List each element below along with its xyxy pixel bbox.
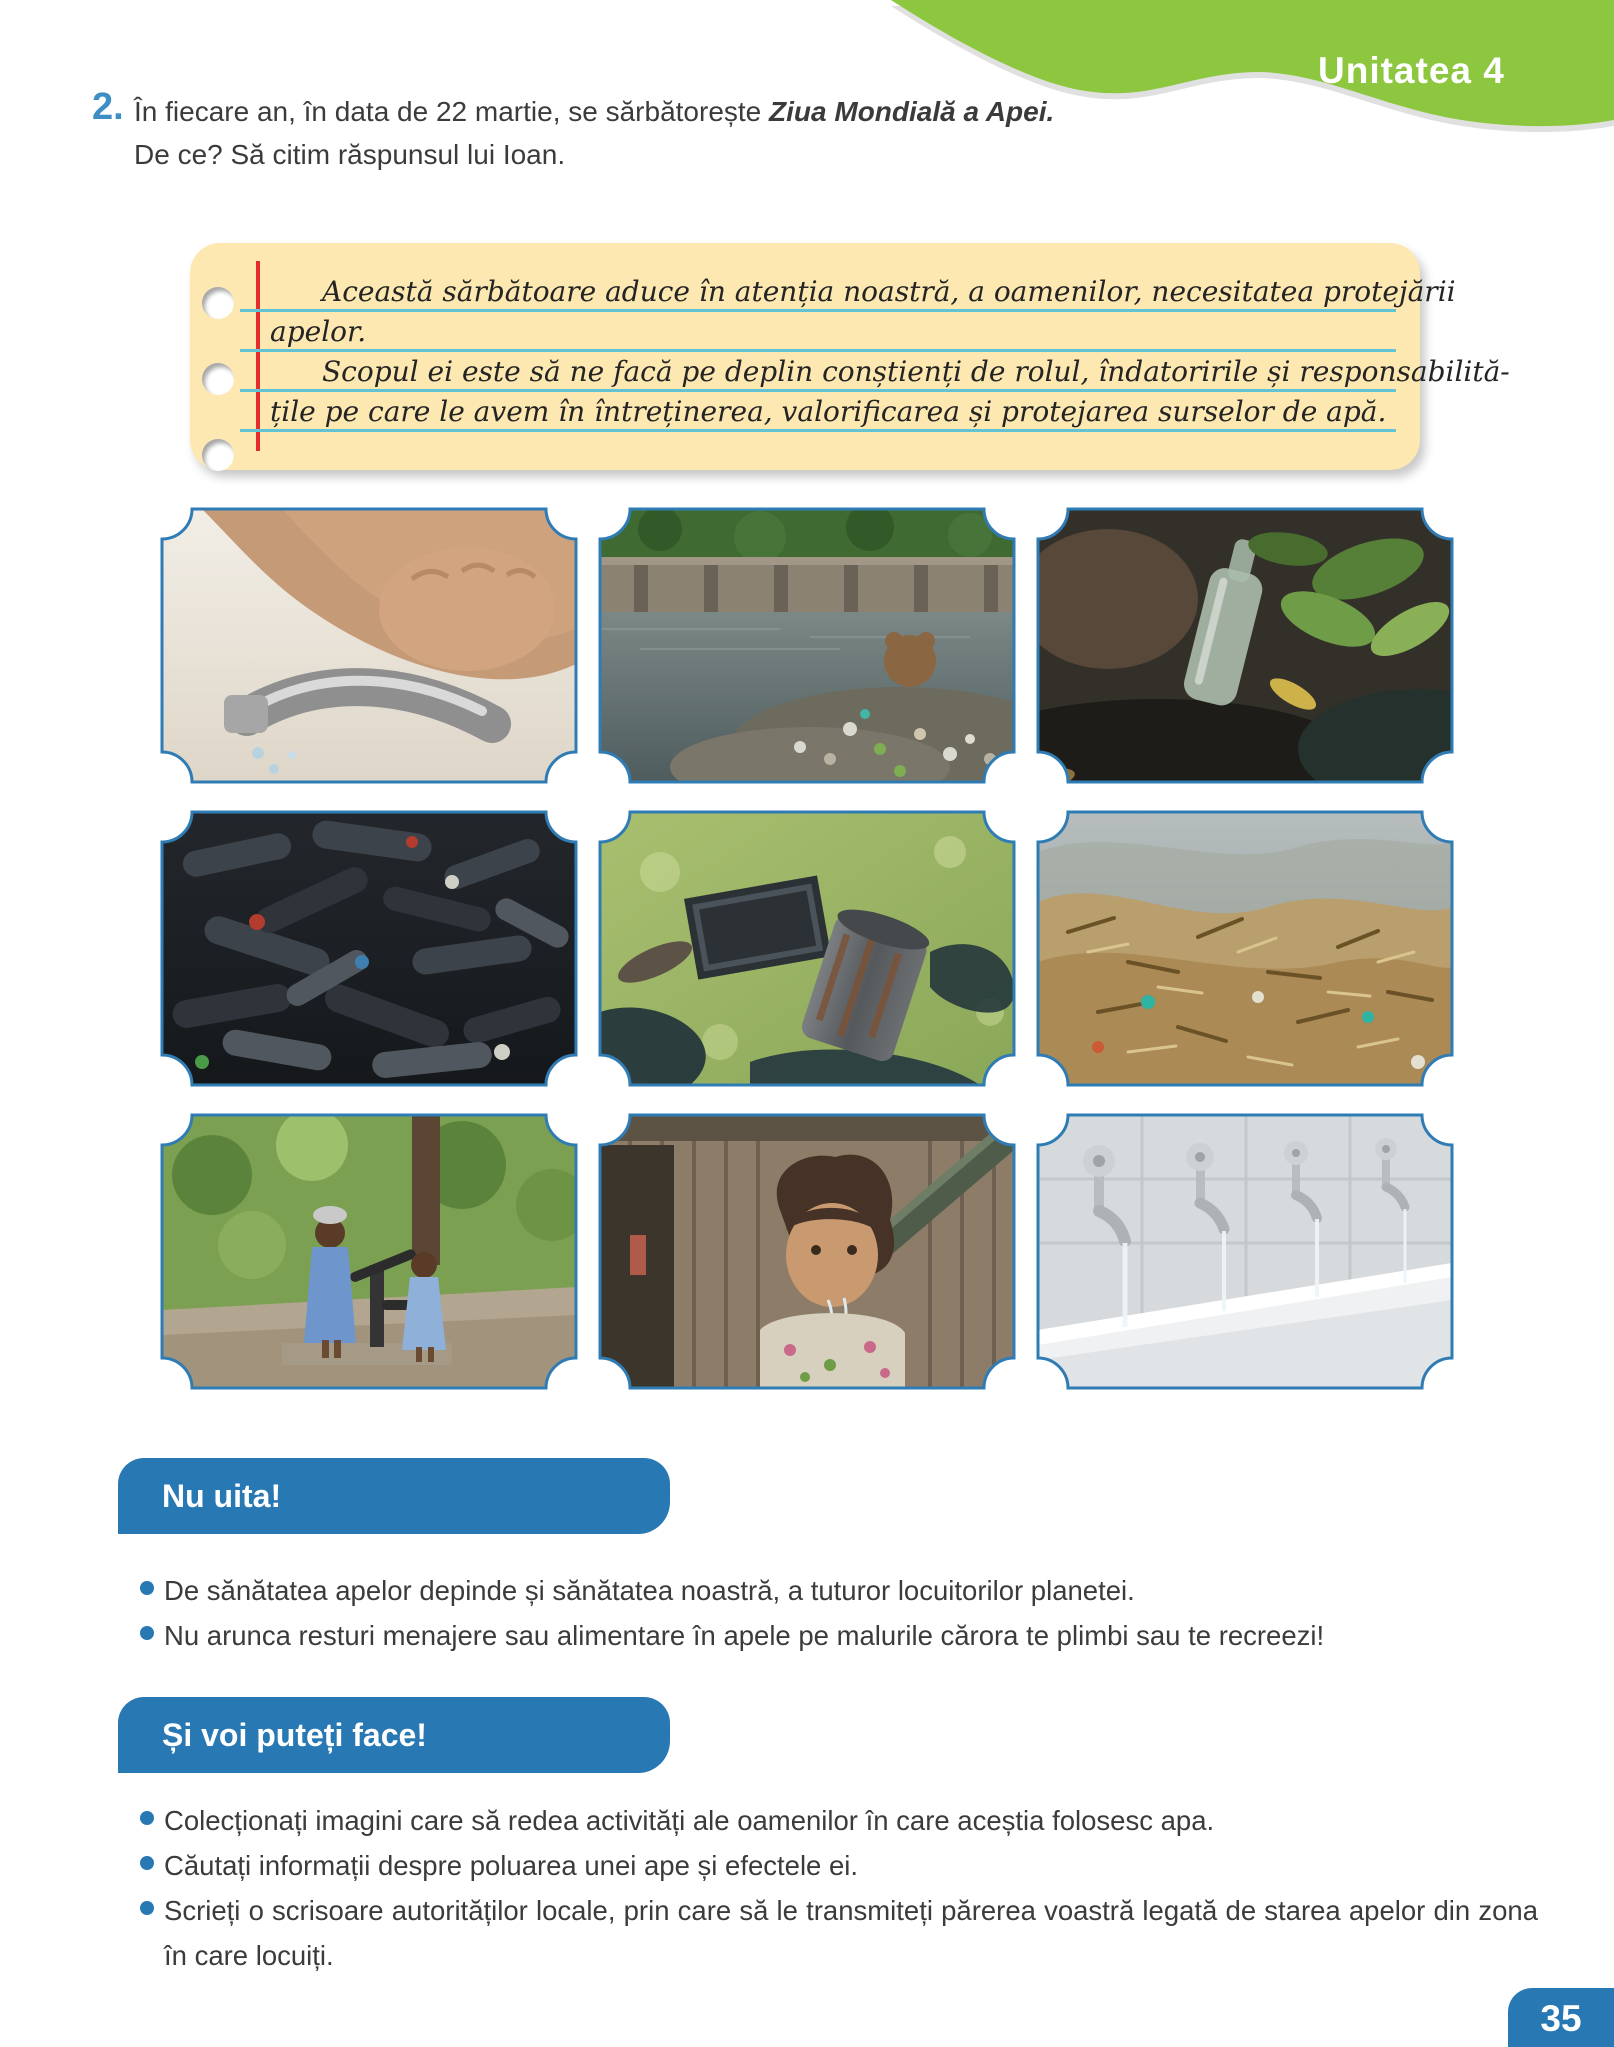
bullet-text: Colecționați imagini care să redea activități ale oamenilor în care aceștia folosesc apa. <box>164 1805 1215 1836</box>
note-text-line: apelor. <box>270 315 367 348</box>
note-paper <box>190 243 1510 470</box>
photo-faucets-row <box>1038 1115 1452 1388</box>
photo-girl-drinking <box>600 1115 1014 1388</box>
note-text-line: Această sărbătoare aduce în atenția noastră, a oamenilor, necesitatea protejării <box>322 275 1456 308</box>
punch-hole <box>202 363 234 395</box>
photo-children-at-pump <box>162 1115 576 1388</box>
list-item <box>140 1568 1540 1613</box>
bullet-dot <box>140 1901 154 1915</box>
note-text-line: Scopul ei este să ne facă pe deplin conștienți de rolul, îndatoririle și responsabilită- <box>322 355 1510 388</box>
list-item <box>140 1888 1540 1978</box>
bullet-text: Nu arunca resturi menajere sau alimentare în apele pe malurile cărora te plimbi sau te recreezi! <box>164 1620 1325 1651</box>
bullet-list-si-voi <box>140 1798 1540 1978</box>
bullet-dot <box>140 1581 154 1595</box>
note-rule-line <box>240 349 1396 352</box>
exercise-text-line1: În fiecare an, în data de 22 martie, se sărbătorește Ziua Mondială a Apei. <box>134 96 1055 127</box>
section-banner-nu-uita: Nu uita! <box>118 1458 670 1534</box>
punch-hole <box>202 287 234 319</box>
bullet-text: De sănătatea apelor depinde și sănătatea noastră, a tuturor locuitorilor planetei. <box>164 1575 1135 1606</box>
bullet-dot <box>140 1856 154 1870</box>
note-margin-line <box>256 261 260 451</box>
bullet-text: Scrieți o scrisoare autorităților locale, prin care să le transmiteți părerea voastră legată de starea apelor din zona în care locuiți. <box>164 1895 1538 1971</box>
note-rule-line <box>240 309 1396 312</box>
note-text-line: țile pe care le avem în întreținerea, valorificarea și protejarea surselor de apă. <box>270 395 1387 428</box>
photo-polluted-river-dam <box>600 509 1014 782</box>
photo-bottle-in-mud <box>1038 509 1452 782</box>
list-item <box>140 1843 1540 1888</box>
note-rule-line <box>240 389 1396 392</box>
photo-hand-closing-tap <box>162 509 576 782</box>
exercise-text-line2: De ce? Să citim răspunsul lui Ioan. <box>134 139 566 170</box>
bullet-dot <box>140 1811 154 1825</box>
page-number-badge: 35 <box>1508 1988 1614 2047</box>
exercise-number: 2. <box>92 86 124 128</box>
bullet-text: Căutați informații despre poluarea unei ape și efectele ei. <box>164 1850 859 1881</box>
exercise-title-bold: Ziua Mondială a Apei. <box>769 96 1055 127</box>
photo-debris-on-water <box>1038 812 1452 1085</box>
list-item <box>140 1613 1540 1658</box>
bullet-list-nu-uita <box>140 1568 1540 1658</box>
section-banner-si-voi-puteti-face: Și voi puteți face! <box>118 1697 670 1773</box>
photo-bucket-in-algae <box>600 812 1014 1085</box>
photo-floating-bottles <box>162 812 576 1085</box>
bullet-dot <box>140 1626 154 1640</box>
punch-hole <box>202 439 234 471</box>
unit-title: Unitatea 4 <box>1318 50 1505 91</box>
note-rule-line <box>240 429 1396 432</box>
list-item <box>140 1798 1540 1843</box>
